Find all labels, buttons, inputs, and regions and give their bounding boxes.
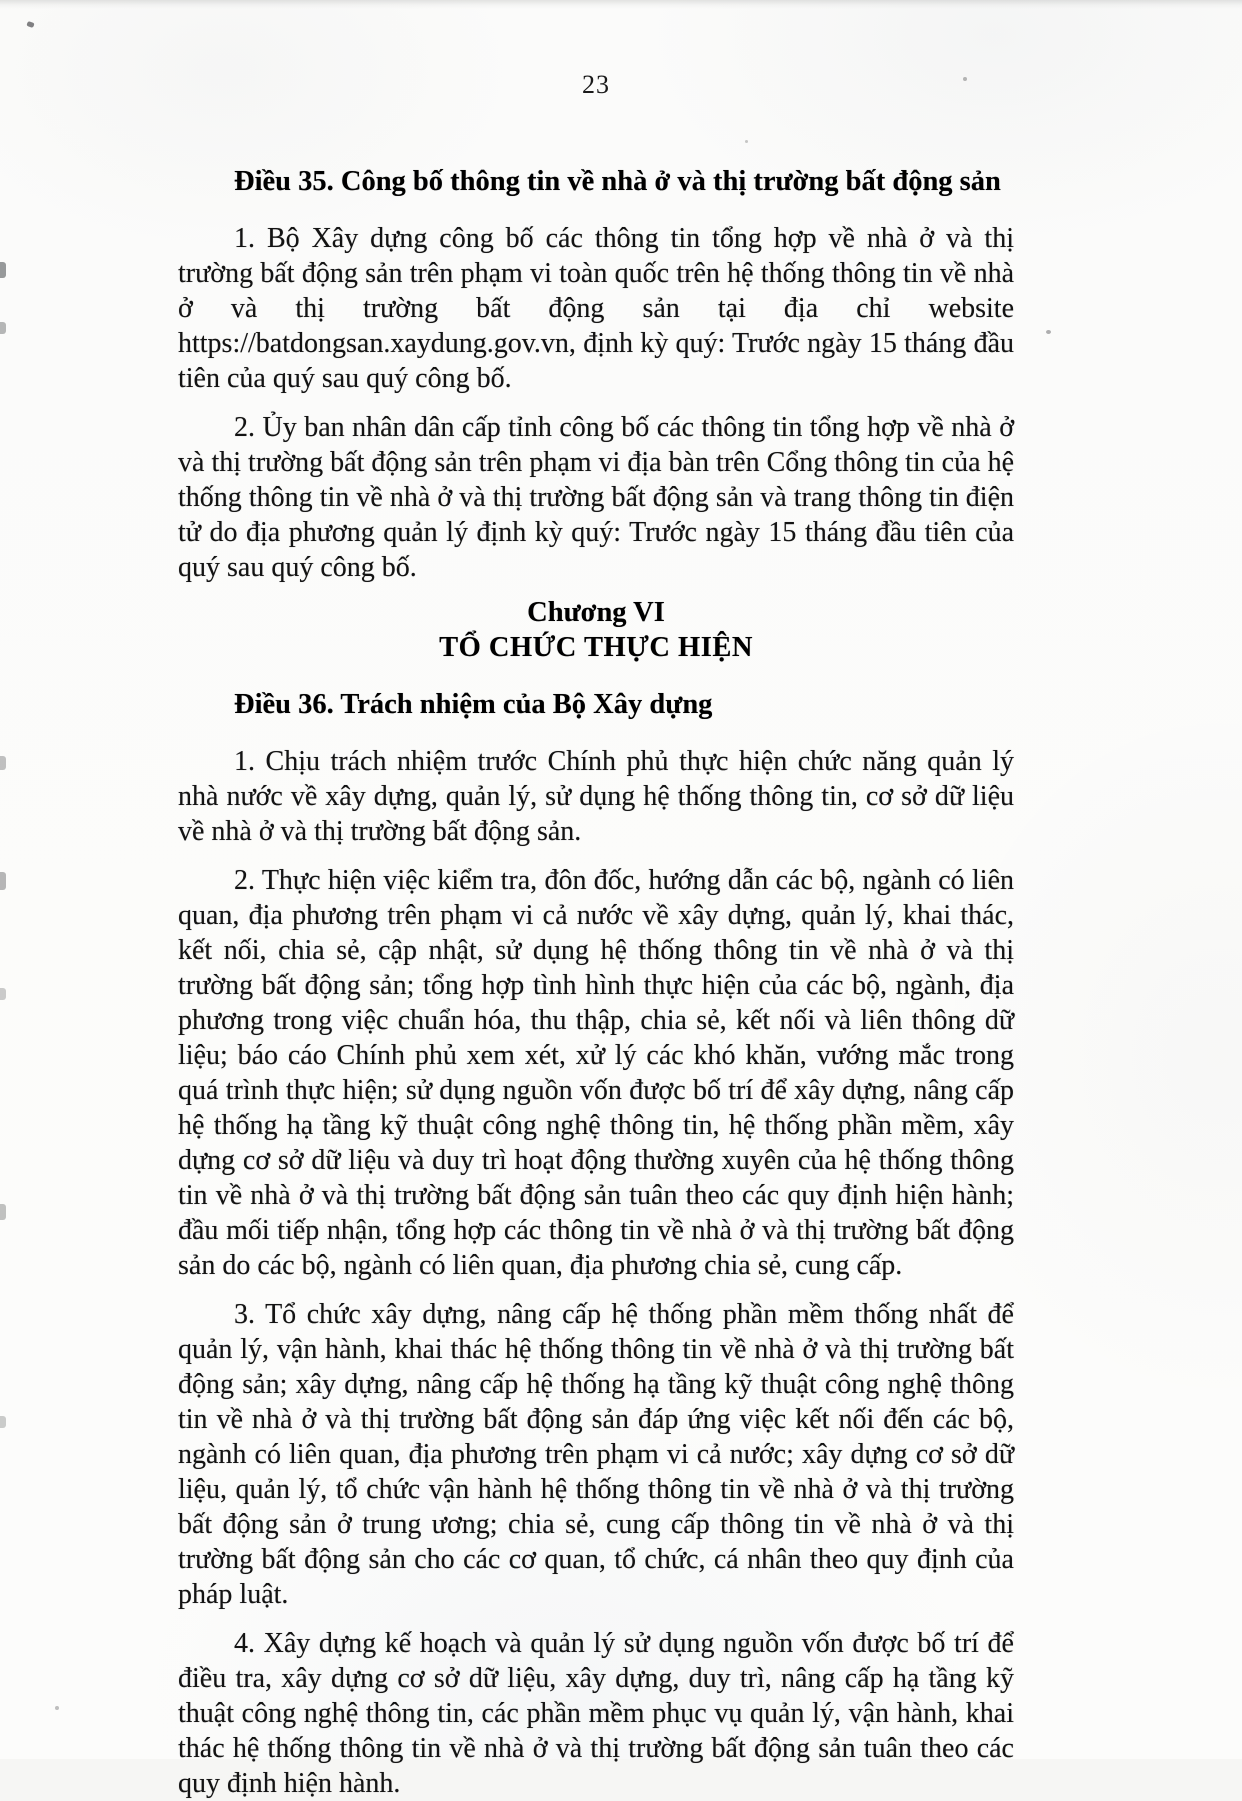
article-35-heading: Điều 35. Công bố thông tin về nhà ở và thị trường bất động sản: [234, 166, 1001, 197]
scan-edge-artifact: [0, 322, 6, 334]
article-36-clause-2: 2. Thực hiện việc kiểm tra, đôn đốc, hướng dẫn các bộ, ngành có liên quan, địa phương trên phạm vi cả nước về xây dựng, quản lý, khai thác, kết nối, chia sẻ, cập nhật, sử dụng hệ thống thông tin về nhà ở và thị trường bất động sản; tổng hợp tình hình thực hiện của các bộ, ngành, địa phương trong việc chuẩn hóa, thu thập, chia sẻ, kết nối và liên thông dữ liệu; báo cáo Chính phủ xem xét, xử lý các khó khăn, vướng mắc trong quá trình thực hiện; sử dụng nguồn vốn được bố trí để xây dựng, nâng cấp hệ thống hạ tầng kỹ thuật công nghệ thông tin, hệ thống phần mềm, xây dựng cơ sở dữ liệu và duy trì hoạt động thường xuyên của hệ thống thông tin về nhà ở và thị trường bất động sản tuân theo các quy định hiện hành; đầu mối tiếp nhận, tổng hợp các thông tin về nhà ở và thị trường bất động sản do các bộ, ngành có liên quan, địa phương chia sẻ, cung cấp.: [178, 865, 1014, 1281]
page-number: 23: [582, 70, 610, 99]
scan-edge-artifact: [0, 262, 6, 278]
article-36-clause-3: 3. Tổ chức xây dựng, nâng cấp hệ thống phần mềm thống nhất để quản lý, vận hành, khai thác hệ thống thông tin về nhà ở và thị trường bất động sản; xây dựng, nâng cấp hệ thống hạ tầng kỹ thuật công nghệ thông tin về nhà ở và thị trường bất động sản đáp ứng việc kết nối đến các bộ, ngành có liên quan, địa phương trên phạm vi cả nước; xây dựng cơ sở dữ liệu, quản lý, tổ chức vận hành hệ thống thông tin về nhà ở và thị trường bất động sản ở trung ương; chia sẻ, cung cấp thông tin về nhà ở và thị trường bất động sản cho các cơ quan, tổ chức, cá nhân theo quy định của pháp luật.: [178, 1299, 1014, 1610]
scan-edge-artifact: [0, 1204, 6, 1220]
scan-speck: [26, 21, 34, 28]
chapter-6-title: TỔ CHỨC THỰC HIỆN: [439, 632, 753, 663]
scan-edge-artifact: [0, 1416, 6, 1428]
article-36-heading: Điều 36. Trách nhiệm của Bộ Xây dựng: [234, 689, 713, 720]
scan-speck: [1046, 330, 1051, 334]
document-content: [178, 0, 1014, 1801]
chapter-6-label: Chương VI: [527, 597, 665, 628]
scan-edge-artifact: [0, 872, 6, 890]
article-36-clause-4: 4. Xây dựng kế hoạch và quản lý sử dụng nguồn vốn được bố trí để điều tra, xây dựng cơ sở dữ liệu, xây dựng, duy trì, nâng cấp hạ tầng kỹ thuật công nghệ thông tin, các phần mềm phục vụ quản lý, vận hành, khai thác hệ thống thông tin về nhà ở và thị trường bất động sản tuân theo các quy định hiện hành.: [178, 1628, 1014, 1799]
article-35-clause-2: 2. Ủy ban nhân dân cấp tỉnh công bố các thông tin tổng hợp về nhà ở và thị trường bất động sản trên phạm vi địa bàn trên Cổng thông tin của hệ thống thông tin về nhà ở và thị trường bất động sản và trang thông tin điện tử do địa phương quản lý định kỳ quý: Trước ngày 15 tháng đầu tiên của quý sau quý công bố.: [178, 412, 1014, 583]
scan-edge-artifact: [0, 988, 6, 1000]
scan-speck: [55, 1706, 59, 1710]
scan-edge-artifact: [0, 756, 6, 770]
article-36-clause-1: 1. Chịu trách nhiệm trước Chính phủ thực hiện chức năng quản lý nhà nước về xây dựng, quản lý, sử dụng hệ thống thông tin, cơ sở dữ liệu về nhà ở và thị trường bất động sản.: [178, 746, 1014, 847]
article-35-clause-1: 1. Bộ Xây dựng công bố các thông tin tổng hợp về nhà ở và thị trường bất động sản trên phạm vi toàn quốc trên hệ thống thông tin về nhà ở và thị trường bất động sản tại địa chỉ website https://batdongsan.xaydung.gov.vn, định kỳ quý: Trước ngày 15 tháng đầu tiên của quý sau quý công bố.: [178, 223, 1014, 394]
chapter-6-heading: [178, 595, 1014, 665]
